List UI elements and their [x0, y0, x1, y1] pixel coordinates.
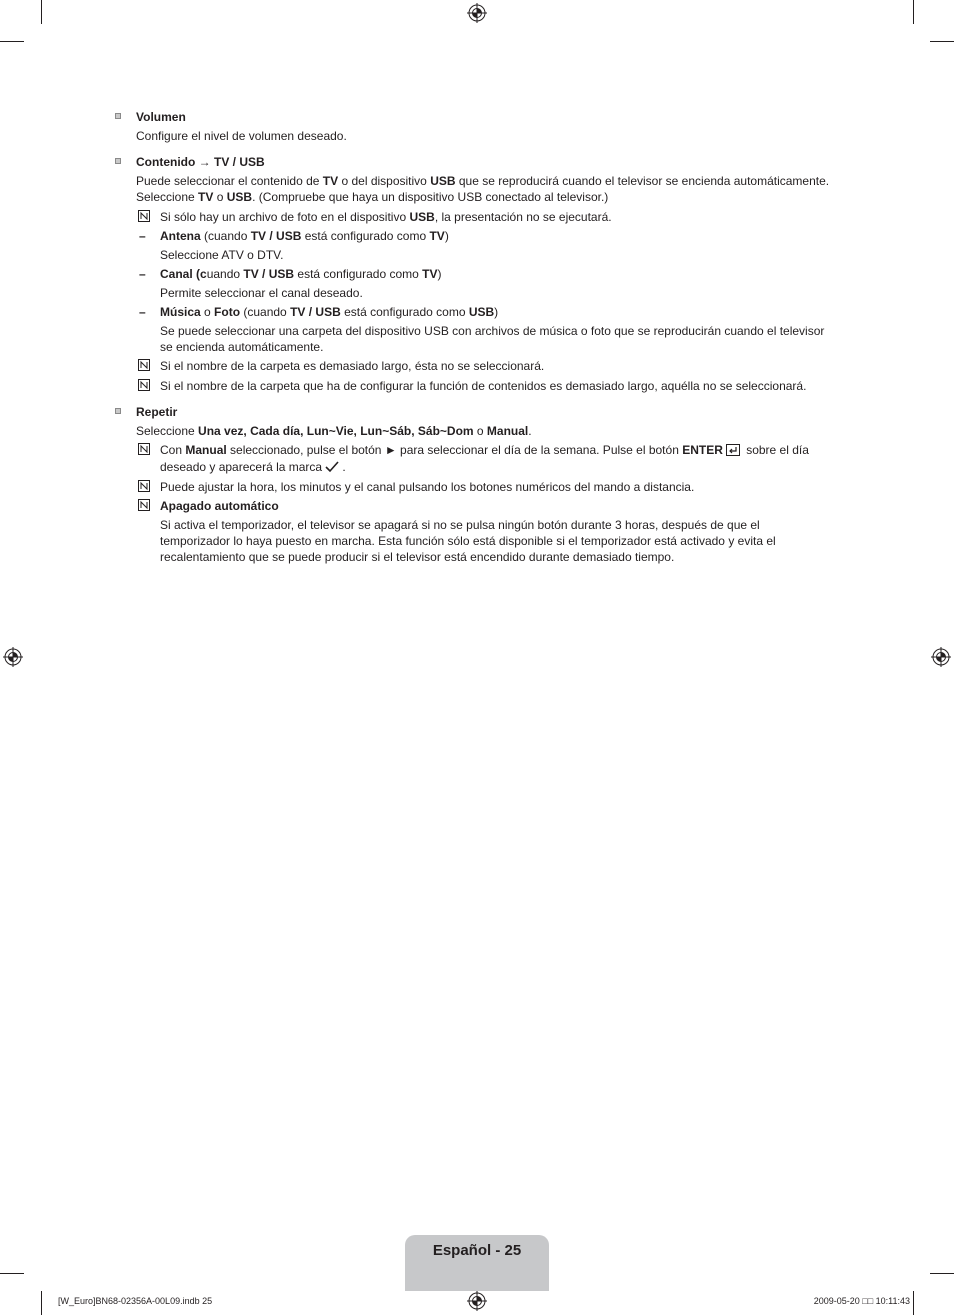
crop-mark: [913, 1291, 914, 1315]
sub-item-text: se encienda automáticamente.: [160, 340, 324, 354]
sub-item-text: Permite seleccionar el canal deseado.: [160, 286, 363, 300]
note-pencil-icon: [138, 480, 150, 492]
note-title-apagado: Apagado automático: [160, 499, 279, 513]
crop-mark: [41, 1291, 42, 1315]
print-slug-left: [W_Euro]BN68-02356A-00L09.indb 25: [58, 1296, 213, 1306]
section-text: Seleccione TV o USB. (Compruebe que haya un dispositivo USB conectado al televisor.): [136, 190, 609, 204]
note-text: recalentamiento que se puede producir si el televisor está encendido durante demasiado tiempo.: [160, 550, 675, 564]
section-text: Puede seleccionar el contenido de TV o del dispositivo USB que se reproducirá cuando el televisor se encienda automáticamente.: [136, 174, 830, 188]
registration-mark-icon: [3, 647, 23, 667]
registration-mark-icon: [931, 647, 951, 667]
section-title-repetir: Repetir: [136, 405, 178, 419]
crop-mark: [0, 41, 24, 42]
sub-item-text: Se puede seleccionar una carpeta del dispositivo USB con archivos de música o foto que se reproducirán cuando el televisor: [160, 324, 825, 338]
note-pencil-icon: [138, 443, 150, 455]
note-pencil-icon: [138, 210, 150, 222]
section-text: Seleccione Una vez, Cada día, Lun~Vie, Lun~Sáb, Sáb~Dom o Manual.: [136, 424, 532, 438]
section-text: Configure el nivel de volumen deseado.: [136, 129, 347, 143]
note-text: Puede ajustar la hora, los minutos y el canal pulsando los botones numéricos del mando a distancia.: [160, 480, 695, 494]
registration-mark-icon: [467, 1291, 487, 1311]
crop-mark: [0, 1273, 24, 1274]
sub-item-canal: Canal (cuando TV / USB está configurado como TV): [160, 267, 442, 281]
sub-item-antena: Antena (cuando TV / USB está configurado como TV): [160, 229, 449, 243]
crop-mark: [930, 1273, 954, 1274]
page-number-label: Español - 25: [432, 1242, 522, 1259]
sub-item-musica-foto: Música o Foto (cuando TV / USB está configurado como USB): [160, 305, 499, 319]
crop-mark: [41, 0, 42, 24]
section-title-contenido: Contenido → TV / USB: [136, 155, 265, 169]
note-pencil-icon: [138, 359, 150, 371]
note-text: temporizador lo haya puesto en marcha. Esta función sólo está disponible si el temporizador está activado y evita el: [160, 534, 776, 548]
registration-mark-icon: [467, 3, 487, 23]
section-title-volumen: Volumen: [136, 110, 186, 124]
note-text: Si sólo hay un archivo de foto en el dispositivo USB, la presentación no se ejecutará.: [160, 210, 612, 224]
sub-item-text: Seleccione ATV o DTV.: [160, 248, 284, 262]
note-text: Si el nombre de la carpeta es demasiado largo, ésta no se seleccionará.: [160, 359, 545, 373]
note-pencil-icon: [138, 499, 150, 511]
print-slug-right: 2009-05-20 □□ 10:11:43: [813, 1296, 910, 1306]
square-bullet-icon: [115, 408, 121, 414]
note-text: deseado y aparecerá la marca .: [160, 460, 346, 474]
note-text: Con Manual seleccionado, pulse el botón ► para seleccionar el día de la semana. Pulse el botón ENTER sobre el día: [160, 443, 809, 457]
crop-mark: [913, 0, 914, 24]
note-text: Si activa el temporizador, el televisor se apagará si no se pulsa ningún botón durante 3 horas, después de que el: [160, 518, 760, 532]
square-bullet-icon: [115, 158, 121, 164]
square-bullet-icon: [115, 113, 121, 119]
checkmark-icon: [325, 461, 339, 473]
note-text: Si el nombre de la carpeta que ha de configurar la función de contenidos es demasiado largo, aquélla no se seleccionará.: [160, 379, 807, 393]
page-number-tab: [405, 1235, 549, 1291]
dash-bullet: –: [139, 305, 146, 319]
note-pencil-icon: [138, 379, 150, 391]
crop-mark: [930, 41, 954, 42]
enter-key-icon: [726, 444, 740, 456]
dash-bullet: –: [139, 229, 146, 243]
dash-bullet: –: [139, 267, 146, 281]
